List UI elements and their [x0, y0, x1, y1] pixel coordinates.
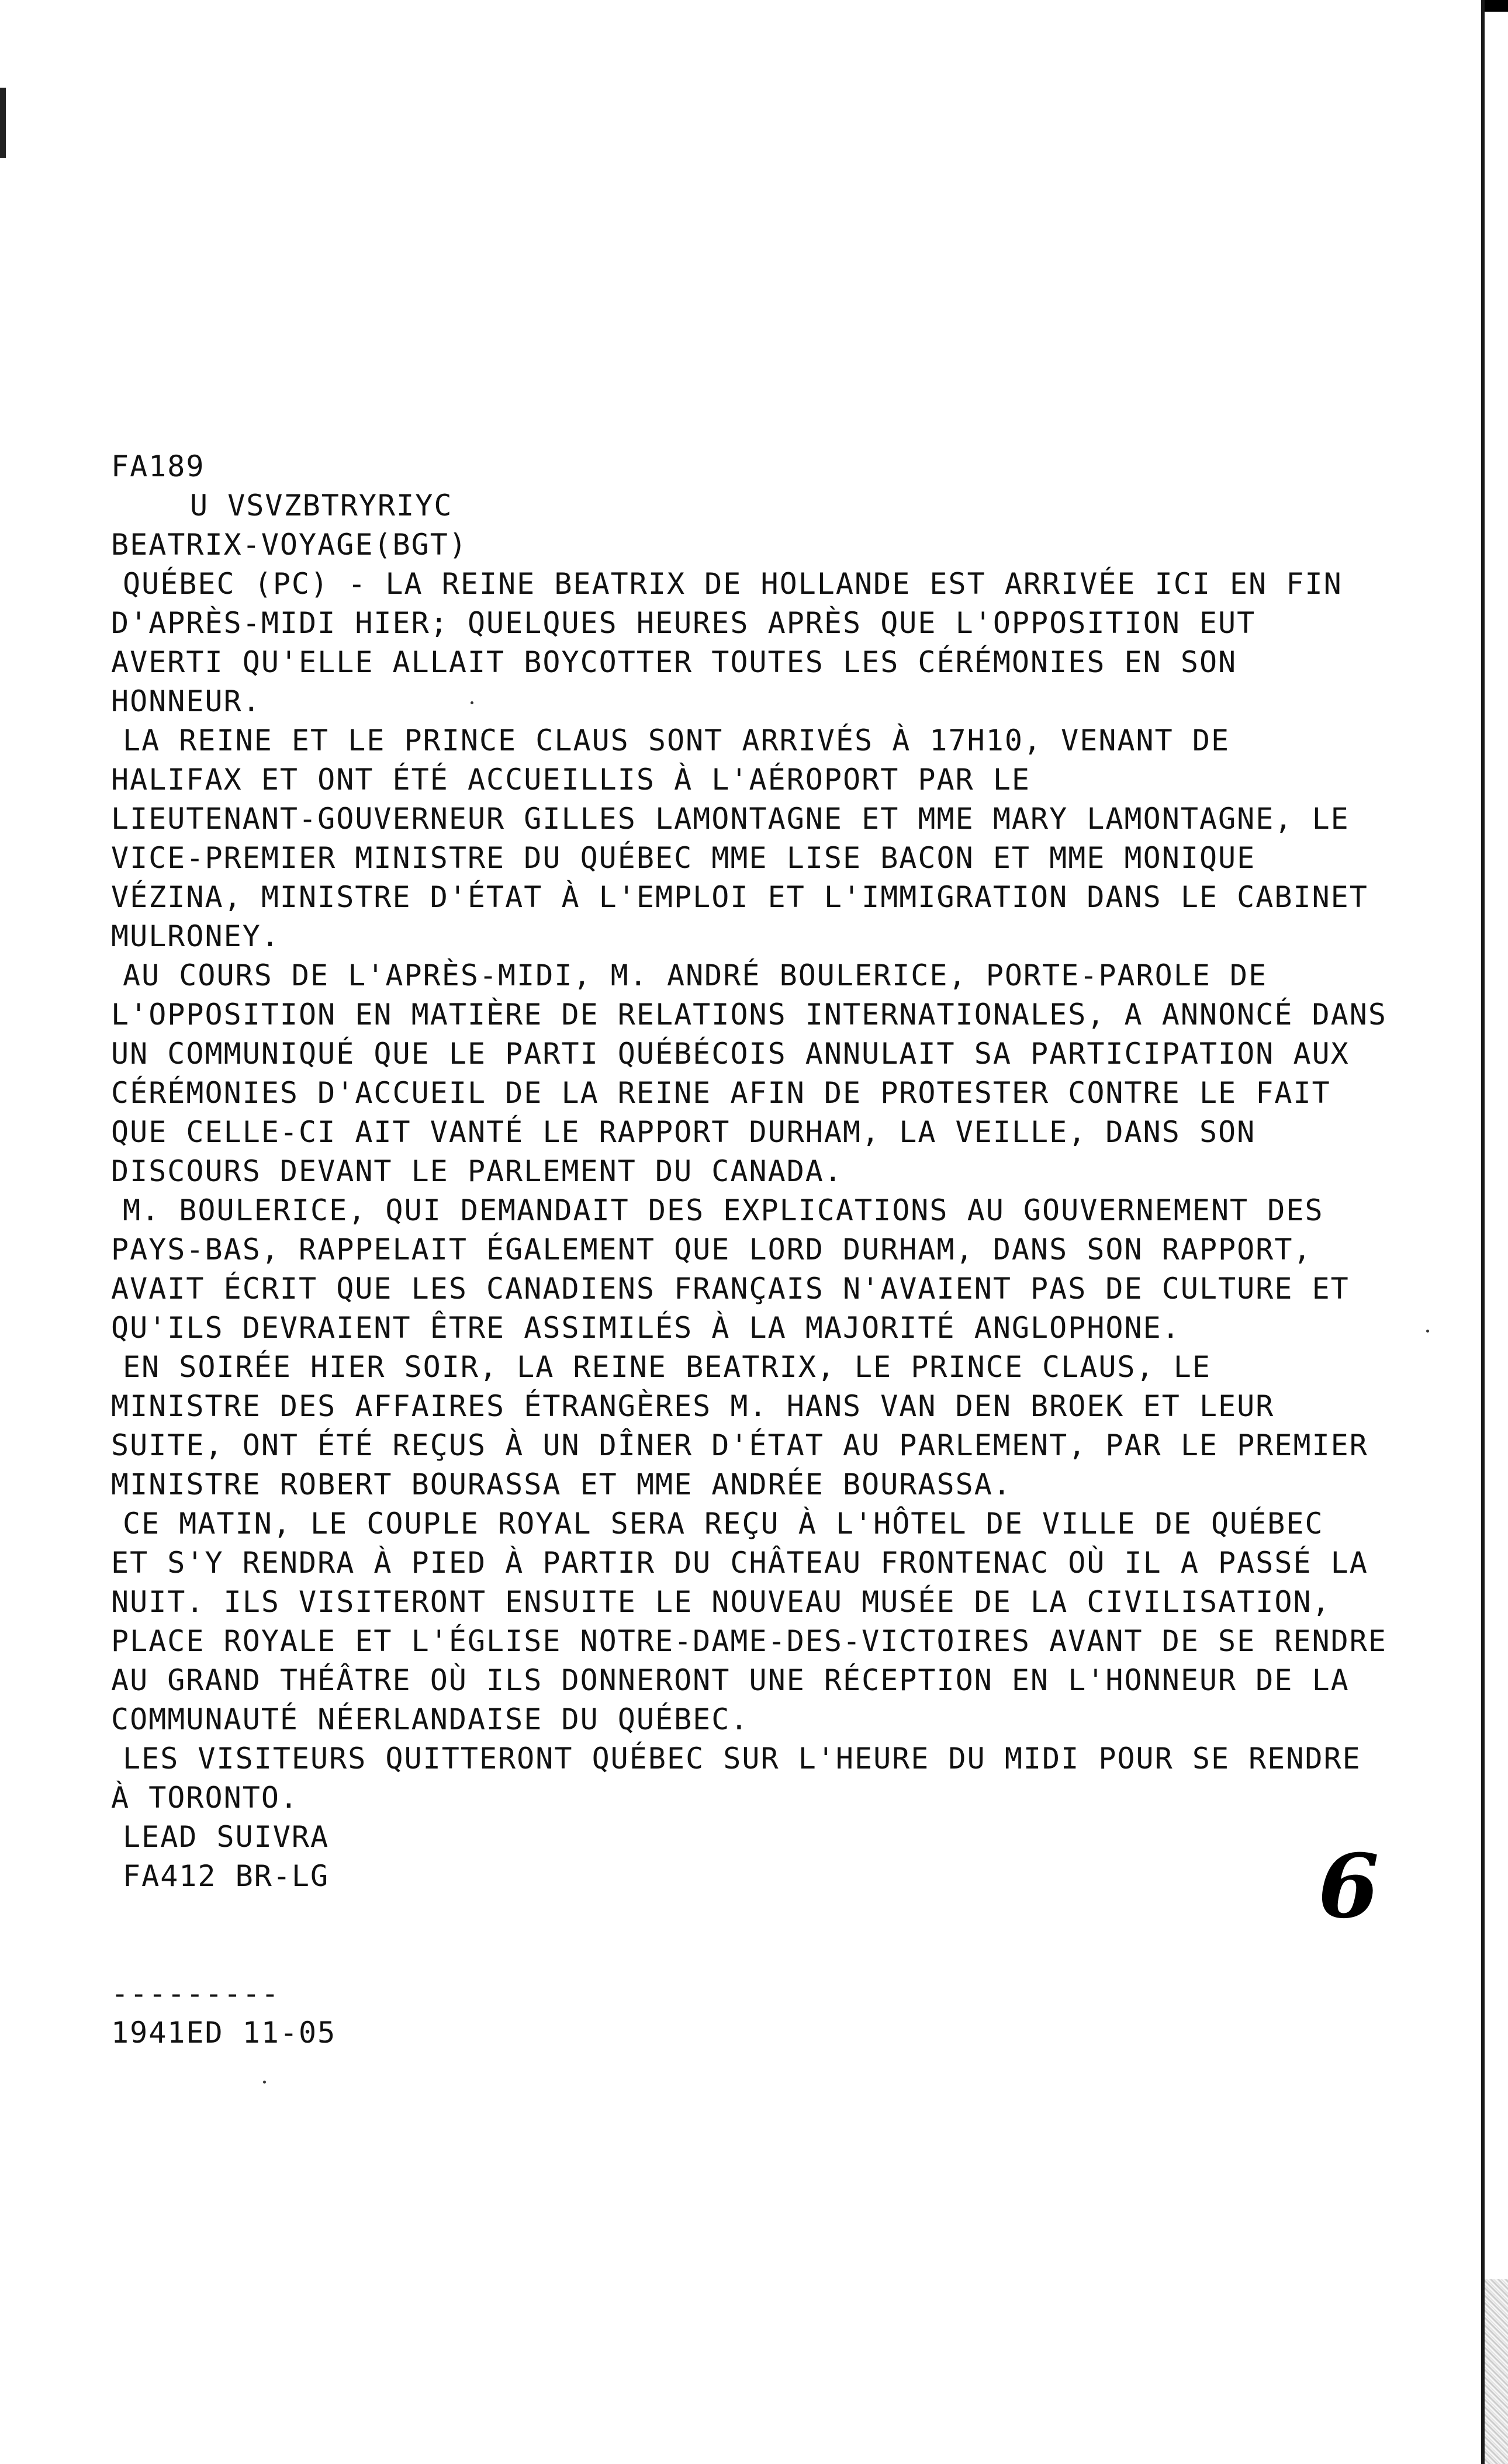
- routing-code: U VSVZBTRYRIYC: [190, 489, 453, 522]
- dispatch-code: FA412 BR-LG: [123, 1859, 330, 1893]
- body-line: HONNEUR.: [111, 684, 261, 718]
- body-line: UN COMMUNIQUÉ QUE LE PARTI QUÉBÉCOIS ANNULAIT SA PARTICIPATION AUX: [111, 1037, 1350, 1071]
- lead-note: LEAD SUIVRA: [123, 1820, 330, 1854]
- body-line: HALIFAX ET ONT ÉTÉ ACCUEILLIS À L'AÉROPORT PAR LE: [111, 763, 1031, 797]
- body-line: QUÉBEC (PC) - LA REINE BEATRIX DE HOLLANDE EST ARRIVÉE ICI EN FIN: [123, 567, 1343, 601]
- body-line: L'OPPOSITION EN MATIÈRE DE RELATIONS INTERNATIONALES, A ANNONCÉ DANS: [111, 998, 1387, 1032]
- body-line: CE MATIN, LE COUPLE ROYAL SERA REÇU À L'HÔTEL DE VILLE DE QUÉBEC: [123, 1507, 1324, 1541]
- body-line: LES VISITEURS QUITTERONT QUÉBEC SUR L'HEURE DU MIDI POUR SE RENDRE: [123, 1742, 1361, 1776]
- body-line: NUIT. ILS VISITERONT ENSUITE LE NOUVEAU MUSÉE DE LA CIVILISATION,: [111, 1585, 1331, 1619]
- timestamp-footer: 1941ED 11-05: [111, 2016, 337, 2050]
- body-line: AVERTI QU'ELLE ALLAIT BOYCOTTER TOUTES LES CÉRÉMONIES EN SON: [111, 645, 1237, 679]
- body-line: MINISTRE DES AFFAIRES ÉTRANGÈRES M. HANS VAN DEN BROEK ET LEUR: [111, 1389, 1275, 1423]
- header-code: FA189: [111, 449, 205, 483]
- body-line: AVAIT ÉCRIT QUE LES CANADIENS FRANÇAIS N'AVAIENT PAS DE CULTURE ET: [111, 1272, 1350, 1306]
- scan-corner: [1485, 0, 1508, 12]
- body-line: M. BOULERICE, QUI DEMANDAIT DES EXPLICATIONS AU GOUVERNEMENT DES: [123, 1193, 1324, 1227]
- body-line: COMMUNAUTÉ NÉERLANDAISE DU QUÉBEC.: [111, 1702, 749, 1736]
- body-line: CÉRÉMONIES D'ACCUEIL DE LA REINE AFIN DE PROTESTER CONTRE LE FAIT: [111, 1076, 1331, 1110]
- body-line: DISCOURS DEVANT LE PARLEMENT DU CANADA.: [111, 1154, 843, 1188]
- body-line: VICE-PREMIER MINISTRE DU QUÉBEC MME LISE BACON ET MME MONIQUE: [111, 841, 1256, 875]
- body-line: MINISTRE ROBERT BOURASSA ET MME ANDRÉE BOURASSA.: [111, 1468, 1012, 1501]
- body-line: AU COURS DE L'APRÈS-MIDI, M. ANDRÉ BOULERICE, PORTE-PAROLE DE: [123, 958, 1268, 992]
- scan-edge-right: [1481, 0, 1485, 2464]
- body-line: LA REINE ET LE PRINCE CLAUS SONT ARRIVÉS À 17H10, VENANT DE: [123, 724, 1230, 757]
- scan-speck: [1426, 1330, 1429, 1333]
- body-line: D'APRÈS-MIDI HIER; QUELQUES HEURES APRÈS QUE L'OPPOSITION EUT: [111, 606, 1256, 640]
- body-line: QUE CELLE-CI AIT VANTÉ LE RAPPORT DURHAM, LA VEILLE, DANS SON: [111, 1115, 1256, 1149]
- body-line: PAYS-BAS, RAPPELAIT ÉGALEMENT QUE LORD DURHAM, DANS SON RAPPORT,: [111, 1233, 1312, 1266]
- body-line: PLACE ROYALE ET L'ÉGLISE NOTRE-DAME-DES-VICTOIRES AVANT DE SE RENDRE: [111, 1624, 1387, 1658]
- body-line: LIEUTENANT-GOUVERNEUR GILLES LAMONTAGNE ET MME MARY LAMONTAGNE, LE: [111, 802, 1350, 836]
- body-line: QU'ILS DEVRAIENT ÊTRE ASSIMILÉS À LA MAJORITÉ ANGLOPHONE.: [111, 1311, 1181, 1345]
- body-line: AU GRAND THÉÂTRE OÙ ILS DONNERONT UNE RÉCEPTION EN L'HONNEUR DE LA: [111, 1663, 1350, 1697]
- wire-story: [111, 447, 1387, 2053]
- body-line: ET S'Y RENDRA À PIED À PARTIR DU CHÂTEAU FRONTENAC OÙ IL A PASSÉ LA: [111, 1546, 1368, 1580]
- story-slug: BEATRIX-VOYAGE(BGT): [111, 528, 468, 562]
- body-line: VÉZINA, MINISTRE D'ÉTAT À L'EMPLOI ET L'IMMIGRATION DANS LE CABINET: [111, 880, 1368, 914]
- scan-speck: [471, 701, 473, 704]
- scan-speck: [263, 2081, 266, 2084]
- body-line: SUITE, ONT ÉTÉ REÇUS À UN DÎNER D'ÉTAT AU PARLEMENT, PAR LE PREMIER: [111, 1428, 1368, 1462]
- body-line: MULRONEY.: [111, 919, 280, 953]
- handwritten-page-number: 6: [1318, 1835, 1379, 1938]
- scan-edge-left: [0, 88, 6, 158]
- body-line: EN SOIRÉE HIER SOIR, LA REINE BEATRIX, LE PRINCE CLAUS, LE: [123, 1350, 1211, 1384]
- body-line: À TORONTO.: [111, 1781, 299, 1815]
- separator: ---------: [111, 1977, 280, 2010]
- scan-noise: [1485, 2279, 1508, 2464]
